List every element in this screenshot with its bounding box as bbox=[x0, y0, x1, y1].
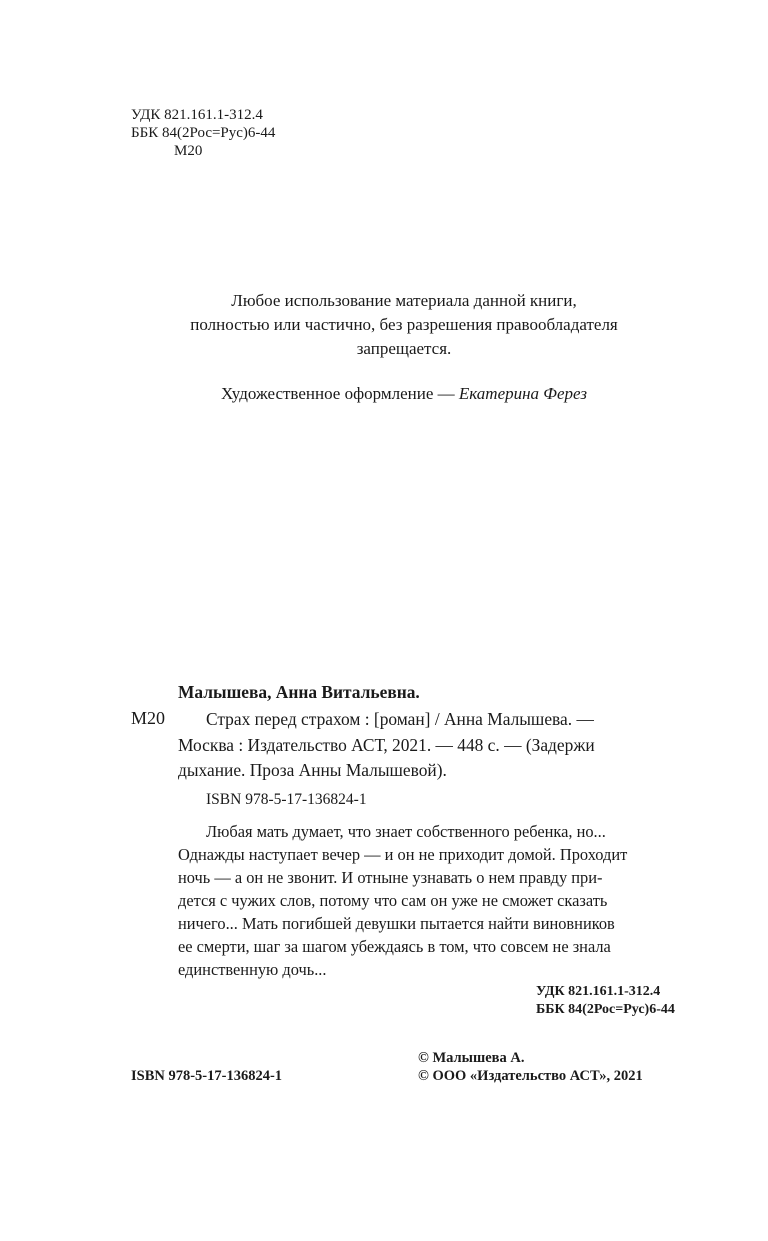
record-mark: М20 bbox=[131, 708, 166, 728]
record-udk: УДК 821.161.1-312.4 bbox=[536, 984, 661, 999]
record-bbk: ББК 84(2Рос=Рус)6-44 bbox=[536, 1002, 675, 1017]
udk-code: УДК 821.161.1-312.4 bbox=[131, 107, 263, 123]
annotation-line-3: ночь — а он не звонит. И отныне узнавать о нем правду при- bbox=[178, 868, 603, 887]
bbk-code: ББК 84(2Рос=Рус)6-44 bbox=[131, 125, 276, 141]
record-description-line-2: Москва : Издательство АСТ, 2021. — 448 с. — (Задержи bbox=[178, 735, 595, 755]
notice-line-2: полностью или частично, без разрешения правообладателя bbox=[190, 315, 618, 334]
footer-isbn: ISBN 978-5-17-136824-1 bbox=[131, 1068, 283, 1084]
record-author: Малышева, Анна Витальевна. bbox=[178, 682, 420, 702]
annotation-line-6: ее смерти, шаг за шагом убеждаясь в том, что совсем не знала bbox=[178, 937, 611, 956]
notice-line-3: запрещается. bbox=[356, 339, 452, 358]
annotation-line-2: Однажды наступает вечер — и он не приходит домой. Проходит bbox=[178, 845, 628, 864]
record-description-line-1: Страх перед страхом : [роман] / Анна Малышева. — bbox=[206, 709, 594, 729]
designer-name: Екатерина Ферез bbox=[458, 384, 587, 403]
annotation-line-1: Любая мать думает, что знает собственного ребенка, но... bbox=[206, 822, 606, 841]
design-credit bbox=[0, 384, 768, 404]
record-description-line-3: дыхание. Проза Анны Малышевой). bbox=[178, 760, 447, 780]
copyright-author: © Малышева А. bbox=[418, 1050, 525, 1066]
author-mark: М20 bbox=[174, 143, 203, 159]
design-label: Художественное оформление — bbox=[221, 384, 459, 403]
record-isbn: ISBN 978-5-17-136824-1 bbox=[206, 791, 367, 808]
annotation-line-4: дется с чужих слов, потому что сам он уже не сможет сказать bbox=[178, 891, 608, 910]
copyright-publisher: © ООО «Издательство АСТ», 2021 bbox=[418, 1068, 643, 1084]
annotation-line-5: ничего... Мать погибшей девушки пытается найти виновников bbox=[178, 914, 615, 933]
annotation-line-7: единственную дочь... bbox=[178, 960, 327, 979]
notice-line-1: Любое использование материала данной книги, bbox=[231, 291, 577, 310]
